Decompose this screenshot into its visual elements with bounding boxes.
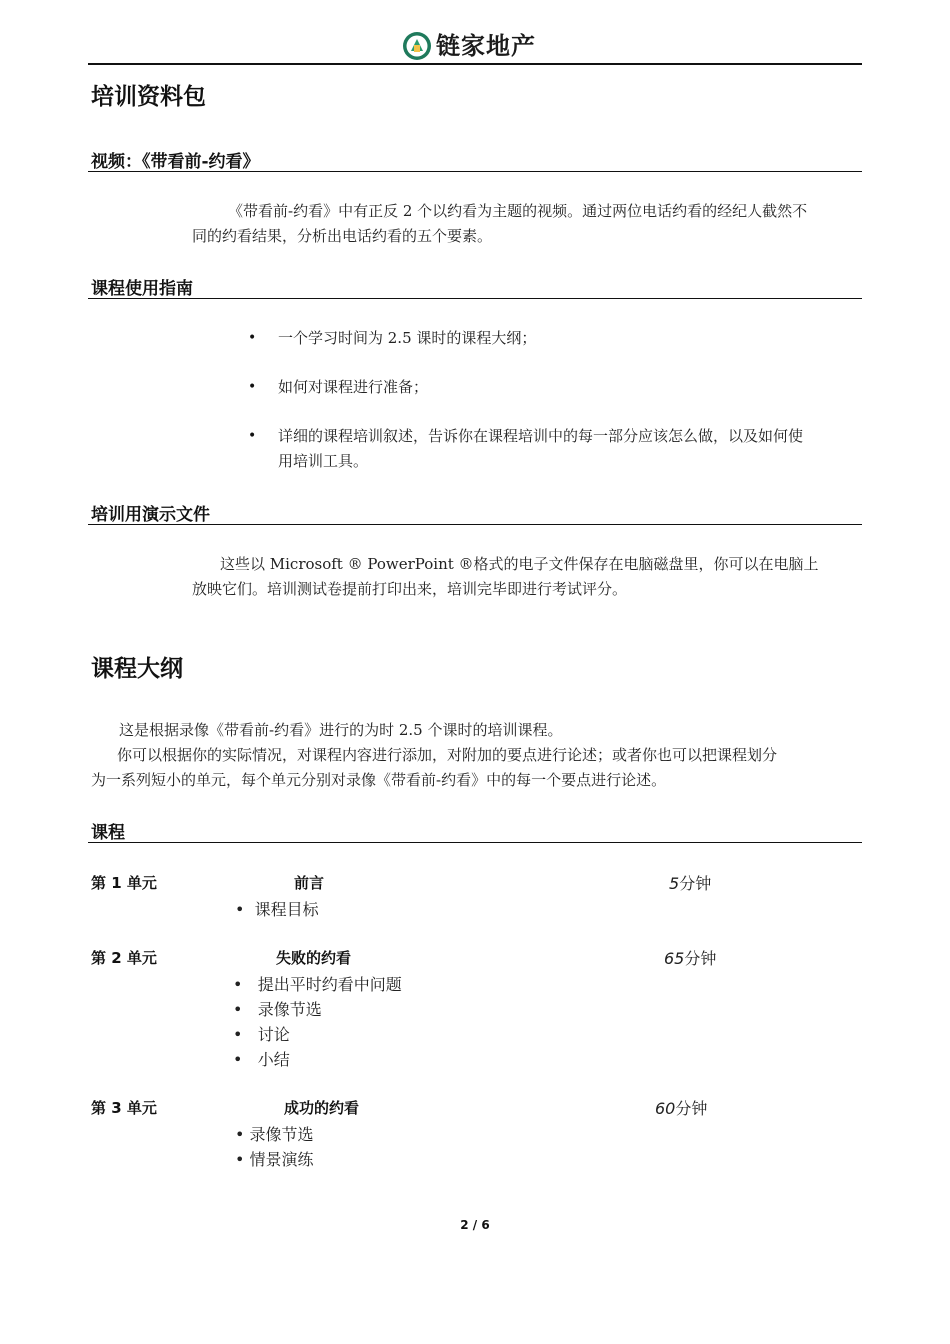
guide-item: 一个学习时间为 2.5 课时的课程大纲； bbox=[278, 329, 537, 347]
guide-heading: 课程使用指南 bbox=[91, 279, 193, 299]
section-title-training-package: 培训资料包 bbox=[91, 84, 206, 110]
unit-label: 第 2 单元 bbox=[91, 949, 157, 967]
guide-item: 详细的课程培训叙述，告诉你在课程培训中的每一部分应该怎么做，以及如何使 bbox=[278, 427, 804, 445]
video-paragraph-line: 同的约看结果，分析出电话约看的五个要素。 bbox=[192, 227, 493, 245]
unit-duration: 65分钟 bbox=[664, 949, 717, 968]
intro-line: 为一系列短小的单元，每个单元分别对录像《带看前-约看》中的每一个要点进行论述。 bbox=[91, 771, 667, 789]
heading-divider bbox=[88, 524, 862, 525]
unit-item: • 讨论 bbox=[233, 1025, 290, 1044]
unit-item: • 情景演练 bbox=[235, 1150, 314, 1169]
unit-title: 前言 bbox=[294, 874, 325, 892]
logo-text: 链家地产 bbox=[436, 32, 536, 60]
slides-heading: 培训用演示文件 bbox=[91, 505, 210, 525]
bullet-icon: • bbox=[248, 379, 257, 395]
guide-item-continuation: 用培训工具。 bbox=[278, 452, 369, 470]
slides-paragraph-line: 这些以 Microsoft ® PowerPoint ®格式的电子文件保存在电脑磁盘里，你可以在电脑上 bbox=[220, 555, 819, 573]
header-divider bbox=[88, 63, 862, 65]
company-logo bbox=[402, 30, 536, 62]
heading-divider bbox=[88, 171, 862, 172]
unit-item: • 录像节选 bbox=[233, 1000, 322, 1019]
unit-item: • 提出平时约看中问题 bbox=[233, 975, 402, 994]
unit-item: • 小结 bbox=[233, 1050, 290, 1069]
unit-duration: 60分钟 bbox=[655, 1099, 708, 1118]
heading-divider bbox=[88, 298, 862, 299]
unit-item: • 录像节选 bbox=[235, 1125, 314, 1144]
slides-paragraph-line: 放映它们。培训测试卷提前打印出来，培训完毕即进行考试评分。 bbox=[192, 580, 628, 598]
course-heading: 课程 bbox=[91, 823, 125, 843]
intro-line: 你可以根据你的实际情况，对课程内容进行添加，对附加的要点进行论述；或者你也可以把课程划分 bbox=[117, 746, 778, 764]
video-heading: 视频：《带看前-约看》 bbox=[91, 152, 260, 172]
unit-title: 失败的约看 bbox=[276, 949, 352, 967]
unit-item: • 课程目标 bbox=[235, 900, 319, 919]
unit-label: 第 1 单元 bbox=[91, 874, 157, 892]
video-paragraph-line: 《带看前-约看》中有正反 2 个以约看为主题的视频。通过两位电话约看的经纪人截然不 bbox=[228, 202, 808, 220]
section-title-course-outline: 课程大纲 bbox=[91, 656, 183, 682]
guide-item: 如何对课程进行准备； bbox=[278, 378, 429, 396]
page-number: 2 / 6 bbox=[460, 1218, 490, 1232]
unit-label: 第 3 单元 bbox=[91, 1099, 157, 1117]
unit-duration: 5分钟 bbox=[669, 874, 712, 893]
logo-mark-icon bbox=[402, 31, 432, 61]
bullet-icon: • bbox=[248, 428, 257, 444]
bullet-icon: • bbox=[248, 330, 257, 346]
unit-title: 成功的约看 bbox=[284, 1099, 360, 1117]
intro-line: 这是根据录像《带看前-约看》进行的为时 2.5 个课时的培训课程。 bbox=[119, 721, 563, 739]
heading-divider bbox=[88, 842, 862, 843]
